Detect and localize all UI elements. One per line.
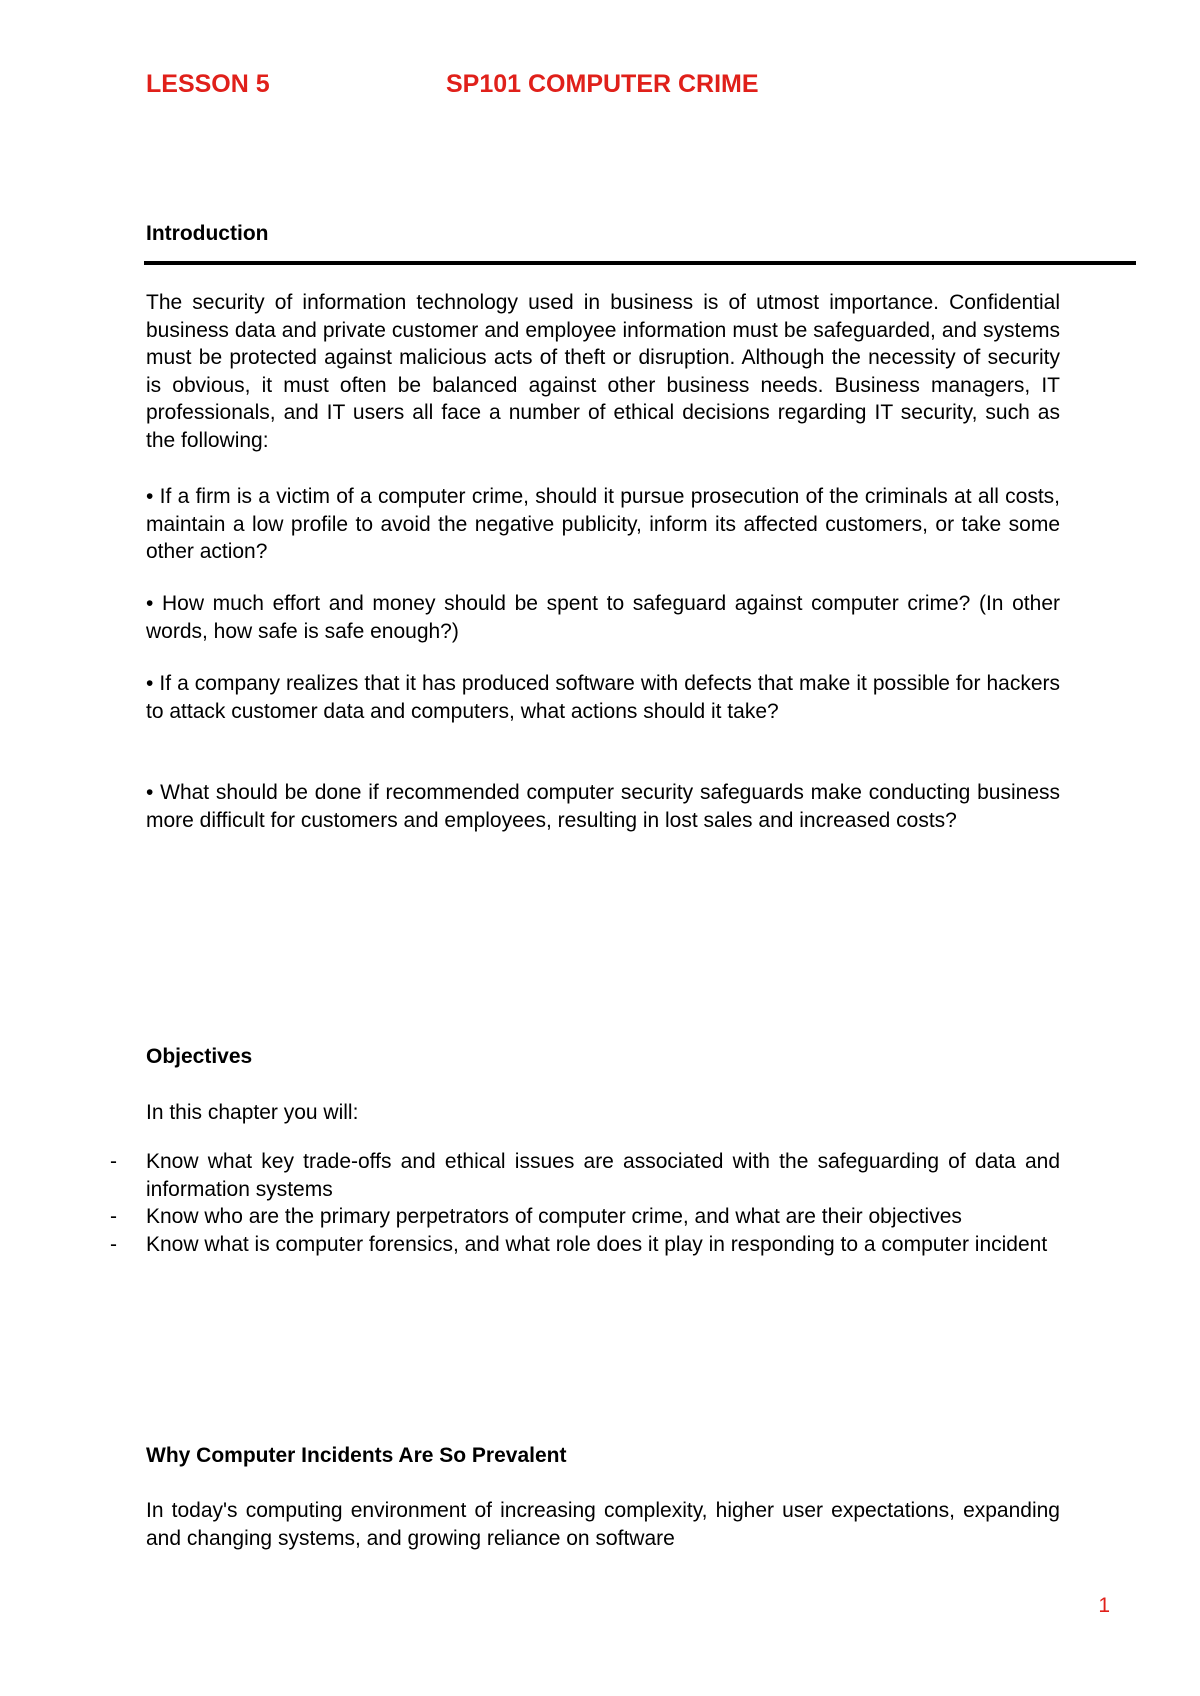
objective-item [110, 1203, 1060, 1231]
prevalent-heading: Why Computer Incidents Are So Prevalent [146, 1444, 567, 1467]
list-dash: - [110, 1150, 117, 1173]
objectives-heading: Objectives [146, 1045, 253, 1068]
lesson-number: LESSON 5 [146, 70, 270, 98]
page-header [146, 70, 1046, 110]
introduction-heading: Introduction [146, 222, 269, 245]
intro-bullet-3: • If a company realizes that it has produced software with defects that make it possible for hackers to attack customer data and computers, what actions should it take? [146, 672, 1060, 723]
objective-text: Know what key trade-offs and ethical issues are associated with the safeguarding of data and information systems [146, 1150, 1060, 1201]
intro-bullet-2: • How much effort and money should be spent to safeguard against computer crime? (In other words, how safe is safe enough?) [146, 592, 1060, 643]
objectives-list [110, 1148, 1060, 1258]
objective-item [110, 1231, 1060, 1259]
list-dash: - [110, 1205, 117, 1228]
page-number: 1 [1098, 1594, 1110, 1617]
section-divider [144, 261, 1136, 265]
prevalent-paragraph: In today's computing environment of increasing complexity, higher user expectations, expanding and changing systems, and growing reliance on software [146, 1499, 1060, 1550]
list-dash: - [110, 1232, 117, 1256]
introduction-paragraph: The security of information technology used in business is of utmost importance. Confidential business data and private customer and employee information must be safeguarded, and systems must be protected against malicious acts of theft or disruption. Although the necessity of security is obvious, it must often be balanced against other business needs. Business managers, IT professionals, and IT users all face a number of ethical decisions regarding IT security, such as the following: [146, 291, 1060, 452]
objective-text: Know what is computer forensics, and what role does it play in responding to a computer incident [146, 1232, 1048, 1256]
intro-bullet-4: • What should be done if recommended computer security safeguards make conducting business more difficult for customers and employees, resulting in lost sales and increased costs? [146, 781, 1060, 832]
course-title: SP101 COMPUTER CRIME [446, 70, 759, 98]
objective-item [110, 1148, 1060, 1203]
objective-text: Know who are the primary perpetrators of computer crime, and what are their objectives [146, 1205, 962, 1228]
objectives-intro: In this chapter you will: [146, 1101, 359, 1124]
intro-bullet-1: • If a firm is a victim of a computer crime, should it pursue prosecution of the criminals at all costs, maintain a low profile to avoid the negative publicity, inform its affected customers, or take some other action? [146, 485, 1060, 563]
